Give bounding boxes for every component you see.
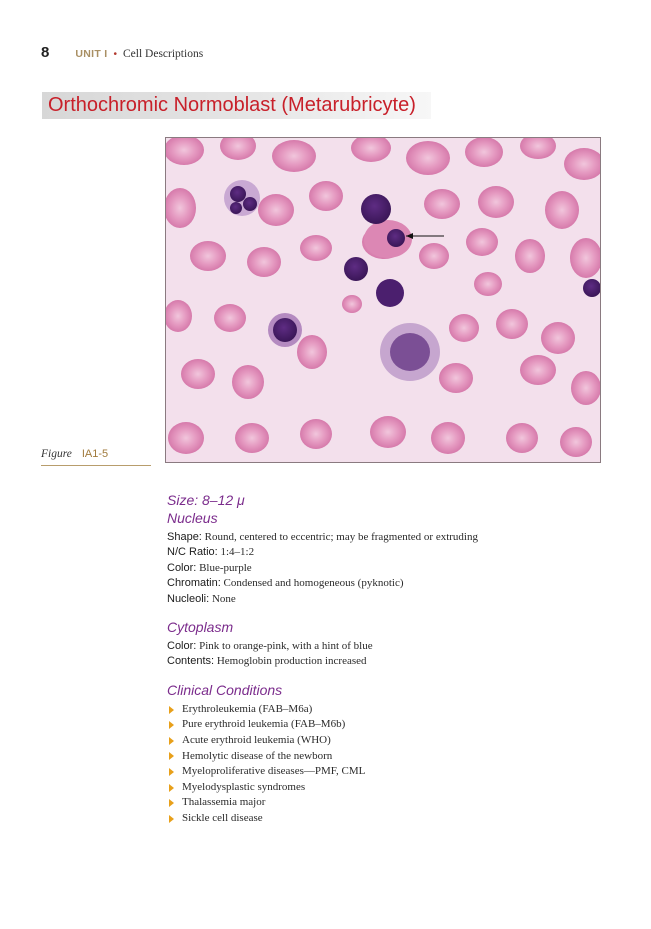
micrograph [165, 137, 601, 463]
list-item: Erythroleukemia (FAB–M6a) [167, 702, 607, 718]
bullet-icon [169, 768, 174, 776]
bullet-icon [169, 815, 174, 823]
bullet-icon [169, 784, 174, 792]
unit-label: UNIT I [75, 48, 108, 60]
nucleus-chromatin: Chromatin: Condensed and homogeneous (pyknotic) [167, 577, 404, 590]
cytoplasm-fields [167, 639, 607, 670]
page-number: 8 [41, 44, 50, 61]
title-bar [42, 92, 431, 119]
header-separator: • [113, 49, 117, 60]
bullet-icon [169, 721, 174, 729]
page-title: Orthochromic Normoblast (Metarubricyte) [48, 94, 416, 116]
nucleus-heading: Nucleus [167, 510, 218, 526]
bullet-icon [169, 737, 174, 745]
cytoplasm-color: Color: Pink to orange-pink, with a hint of blue [167, 640, 373, 653]
list-item: Thalassemia major [167, 795, 607, 811]
nucleus-color: Color: Blue-purple [167, 561, 252, 574]
bullet-icon [169, 752, 174, 760]
clinical-list [167, 702, 607, 827]
list-item: Acute erythroid leukemia (WHO) [167, 733, 607, 749]
nucleus-nc-ratio: N/C Ratio: 1:4–1:2 [167, 546, 255, 559]
nucleus-shape: Shape: Round, centered to eccentric; may be fragmented or extruding [167, 531, 478, 543]
figure-caption [41, 444, 151, 466]
list-item: Pure erythroid leukemia (FAB–M6b) [167, 717, 607, 733]
list-item: Hemolytic disease of the newborn [167, 749, 607, 765]
figure-word: Figure [41, 448, 72, 460]
figure-number: IA1-5 [81, 448, 109, 460]
nucleus-fields [167, 530, 607, 607]
bullet-icon [169, 799, 174, 807]
size-heading: Size: 8–12 μ [167, 492, 245, 508]
cytoplasm-heading: Cytoplasm [167, 619, 234, 636]
section-title: Cell Descriptions [123, 48, 204, 60]
list-item: Myelodysplastic syndromes [167, 780, 607, 796]
cytoplasm-contents: Contents: Hemoglobin production increased [167, 655, 367, 668]
clinical-heading: Clinical Conditions [167, 681, 283, 698]
description-body [167, 492, 607, 827]
list-item: Myeloproliferative diseases—PMF, CML [167, 764, 607, 780]
running-header [41, 44, 203, 64]
nucleus-nucleoli: Nucleoli: None [167, 592, 236, 605]
list-item: Sickle cell disease [167, 811, 607, 827]
bullet-icon [169, 706, 174, 714]
